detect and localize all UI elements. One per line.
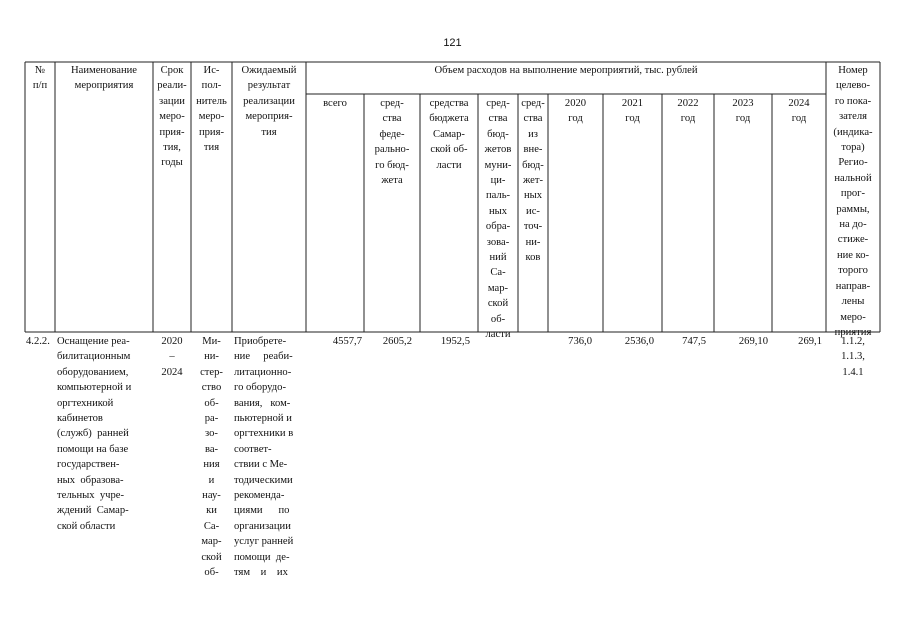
header-number: № п/п (32, 65, 48, 92)
subheader-2023: 2023 год (732, 98, 754, 125)
header-target-indicator: Номер целево- го пока- зателя (индика- тора) Регио- нальной прог- раммы, на до- стиже- ние ко- торого направ- лены меро- приятия (833, 65, 873, 338)
subheader-2024: 2024 год (788, 98, 810, 125)
subheader-2020: 2020 год (564, 98, 587, 125)
row-result: Приобрете- ние реаби- литационно- го оборудо- вания, ком- пьютерной и оргтехники в соответ- ствии с Ме- тодическими рекоменда- циями по организации услуг ранней помощи де- тям и их (234, 336, 294, 579)
subheader-2022: 2022 год (677, 98, 699, 125)
subheader-external: сред- ства из вне- бюд- жет- ных ис- точ- ни- ков (521, 98, 545, 264)
subheader-2021: 2021 год (621, 98, 644, 125)
row-number: 4.2.2. (26, 336, 50, 347)
row-2024: 269,1 (798, 336, 822, 347)
header-name: Наименование мероприятия (71, 65, 137, 92)
row-target-indicator: 1.1.2, 1.1.3, 1.4.1 (841, 336, 865, 378)
header-result: Ожидаемый результат реализации мероприя- тия (241, 65, 297, 138)
row-term: 2020 – 2024 (161, 336, 183, 378)
subheader-federal: сред- ства феде- рально- го бюд- жета (374, 98, 410, 187)
row-2021: 2536,0 (624, 336, 654, 347)
subheader-municipal: сред- ства бюд- жетов муни- ци- паль- ных обра- зова- ний Са- мар- ской об- ласти (484, 98, 512, 341)
row-2022: 747,5 (682, 336, 706, 347)
subheader-total: всего (323, 98, 347, 109)
header-expenses: Объем расходов на выполнение мероприятий, тыс. рублей (434, 65, 698, 76)
row-2023: 269,10 (738, 336, 768, 347)
header-executor: Ис- пол- нитель меро- прия- тия (196, 65, 227, 154)
row-2020: 736,0 (568, 336, 592, 347)
subheader-regional: средства бюджета Самар- ской об- ласти (429, 98, 469, 171)
row-regional: 1952,5 (440, 336, 470, 347)
header-term: Срок реали- зации меро- прия- тия, годы (157, 65, 187, 169)
row-executor: Ми- ни- стер- ство об- ра- зо- ва- ния и нау- ки Са- мар- ской об- (200, 336, 223, 579)
row-total: 4557,7 (332, 336, 362, 347)
row-federal: 2605,2 (382, 336, 412, 347)
row-name: Оснащение реа- билитационным оборудованием, компьютерной и оргтехникой кабинетов (служб) ранней помощи на базе государствен- ных образова- тельных учре- ждений Самар- ской области (57, 336, 132, 532)
page-number: 121 (443, 37, 462, 49)
